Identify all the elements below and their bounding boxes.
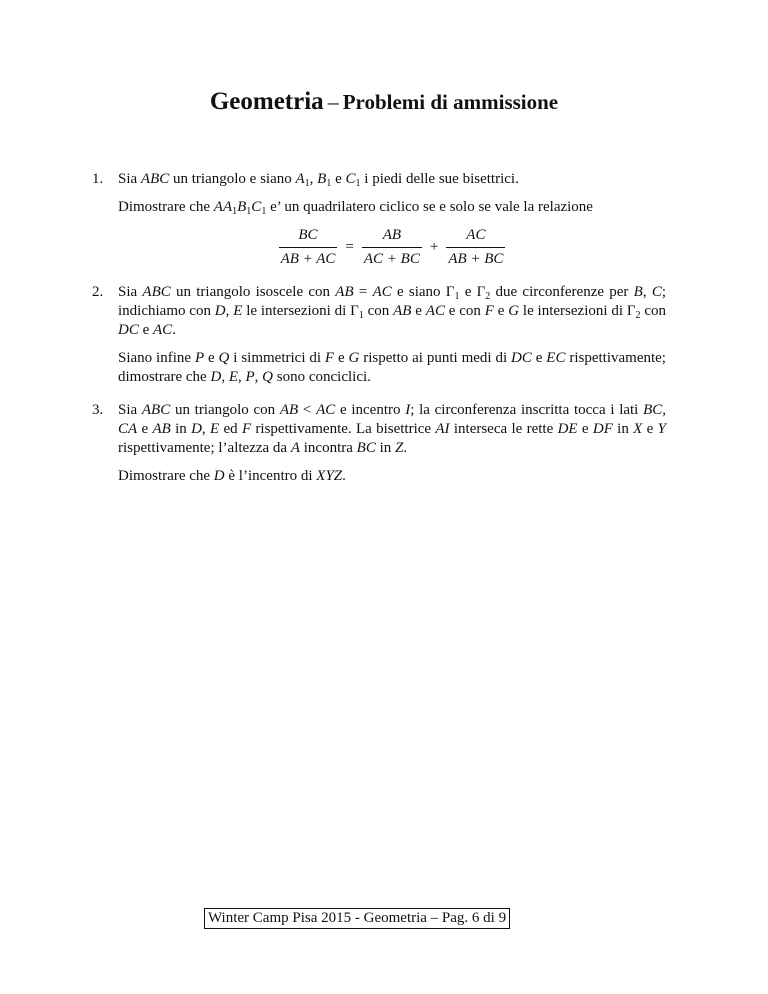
fraction xyxy=(279,226,338,269)
problem-number: 2. xyxy=(92,284,104,300)
problem-3 xyxy=(92,401,666,486)
numerator: AC xyxy=(466,227,486,243)
problem-1 xyxy=(92,170,666,269)
denominator: AC + BC xyxy=(362,247,422,269)
problem-number: 3. xyxy=(92,402,104,418)
numerator: AB xyxy=(382,227,402,243)
equation xyxy=(118,226,666,269)
title-subtitle: Problemi di ammissione xyxy=(342,90,559,114)
denominator: AB + AC xyxy=(279,247,338,269)
problem-text: Sia ABC un triangolo isoscele con AB = AC e siano $\Gamma_1$ e $\Gamma_2$ due circonferenze per B, C; indichiamo con D, E le intersezioni di $\Gamma_1$ con AB e AC e con F e G le intersezioni di $\Gamma_2$ con DC e AC. xyxy=(118,284,666,338)
problem-text: Siano infine P e Q i simmetrici di F e G rispetto ai punti medi di DC e EC rispettivamente; dimostrare che D, E, P, Q sono conciclici. xyxy=(118,350,666,385)
equals-sign: = xyxy=(345,239,354,255)
problem-list xyxy=(92,170,666,500)
plus-sign: + xyxy=(429,239,439,255)
problem-text: Dimostrare che D è l’incentro di XYZ. xyxy=(118,468,346,484)
fraction xyxy=(362,226,422,269)
fraction xyxy=(446,226,505,269)
problem-text: Sia ABC un triangolo e siano $A_1$, $B_1$ e $C_1$ i piedi delle sue bisettrici. xyxy=(118,171,519,189)
page-footer: Winter Camp Pisa 2015 - Geometria – Pag. 6 di 9 xyxy=(204,908,510,929)
title-main: Geometria xyxy=(209,88,324,115)
page-title xyxy=(0,88,768,116)
problem-text: Sia ABC un triangolo con AB < AC e incentro I; la circonferenza inscritta tocca i lati BC, CA e AB in D, E ed F rispettivamente. La bisettrice AI interseca le rette DE e DF in X e Y rispettivamente; l’altezza da A incontra BC in Z. xyxy=(118,402,666,456)
denominator: AB + BC xyxy=(446,247,505,269)
problem-2 xyxy=(92,283,666,387)
numerator: BC xyxy=(298,227,318,243)
title-dash: – xyxy=(327,89,339,114)
problem-number: 1. xyxy=(92,171,104,187)
problem-text: Dimostrare che $AA_1B_1C_1$ e’ un quadrilatero ciclico se e solo se vale la relazione xyxy=(118,199,593,217)
